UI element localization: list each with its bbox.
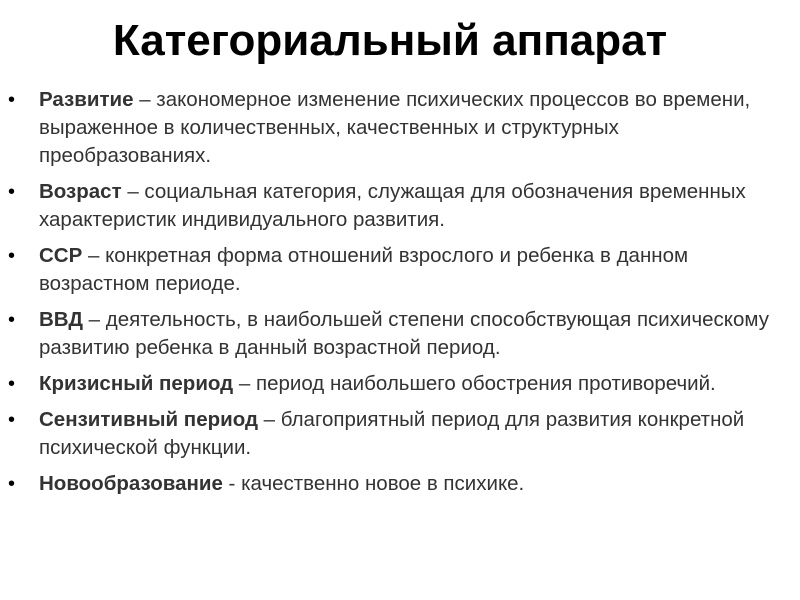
definition: – период наибольшего обострения противоречий. [233,372,716,395]
list-item-age [0,178,800,234]
list-item-crisis-period [0,370,800,398]
definition: - качественно новое в психике. [222,472,525,495]
definition: – закономерное изменение психических процессов во времени, выраженное в количественных, качественных и структурных преобразованиях. [39,88,751,167]
bullet-icon: • [8,245,16,267]
definition: – благоприятный период для развития конкретной психической функции. [39,408,745,459]
bullet-icon: • [8,373,16,395]
bullet-icon: • [8,409,16,431]
list-item-development [0,86,800,170]
bullet-icon: • [8,473,16,495]
list-item-vvd [0,306,800,362]
definition: – деятельность, в наибольшей степени способствующая психическому развитию ребенка в данный возрастной период. [39,308,769,359]
term: Сензитивный период [39,408,258,431]
term: Развитие [39,88,134,111]
definition: – конкретная форма отношений взрослого и ребенка в данном возрастном периоде. [39,244,689,295]
list-item-ssr [0,242,800,298]
term: Кризисный период [39,372,234,395]
slide-title: Категориальный аппарат [112,16,668,65]
definition-list [0,86,800,506]
definition: – социальная категория, служащая для обозначения временных характеристик индивидуального развития. [39,180,746,231]
term: Новообразование [39,472,223,495]
term: ВВД [39,308,83,331]
term: ССР [39,244,83,267]
bullet-icon: • [8,181,16,203]
list-item-sensitive-period [0,406,800,462]
term: Возраст [39,180,122,203]
bullet-icon: • [8,89,16,111]
list-item-neoformation [0,470,800,498]
bullet-icon: • [8,309,16,331]
